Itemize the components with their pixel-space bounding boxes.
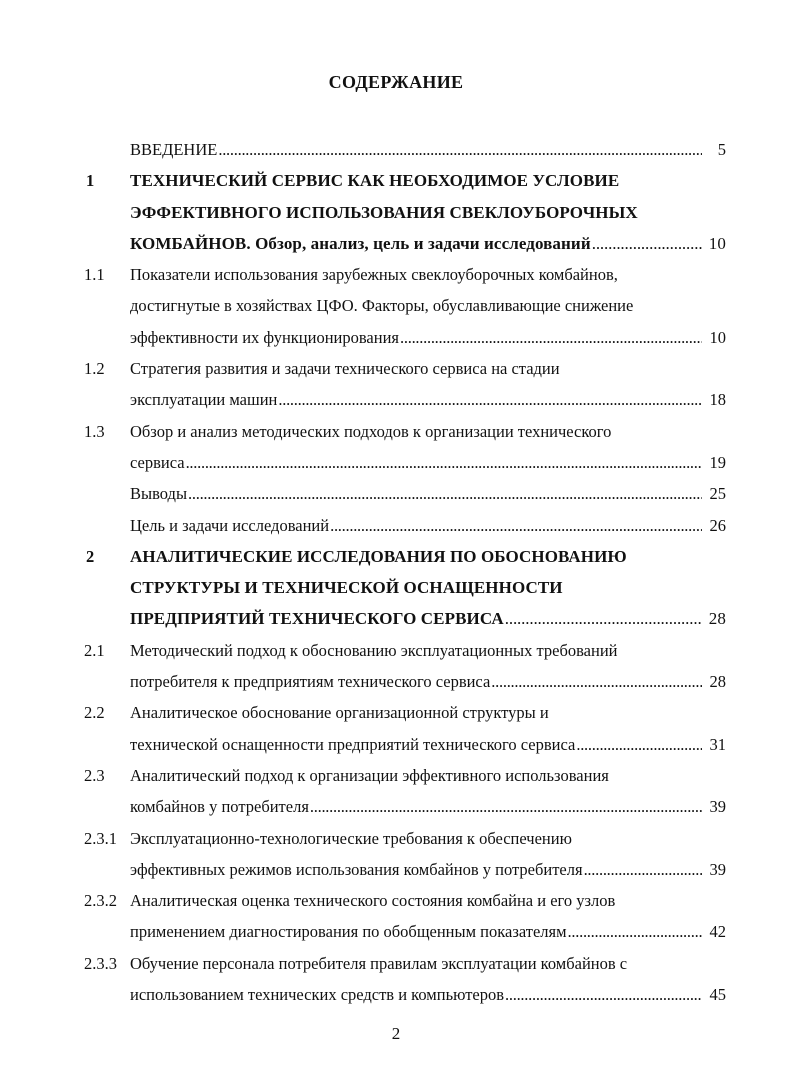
toc-entry-line: Показатели использования зарубежных свеклоуборочных комбайнов, bbox=[130, 265, 618, 285]
toc-entry-number: 1.1 bbox=[84, 265, 105, 285]
toc-entry-line: СТРУКТУРЫ И ТЕХНИЧЕСКОЙ ОСНАЩЕННОСТИ bbox=[130, 578, 563, 598]
toc-entry-title: потребителя к предприятиям технического сервиса bbox=[130, 672, 491, 692]
toc-entry-number: 2.3.2 bbox=[84, 891, 117, 911]
page-number: 2 bbox=[391, 1024, 401, 1043]
toc-entry bbox=[0, 416, 792, 479]
toc-entry bbox=[0, 478, 792, 509]
toc-entry-line: Обзор и анализ методических подходов к организации технического bbox=[130, 421, 612, 441]
toc-entry-title: сервиса bbox=[130, 452, 185, 472]
toc-entry-text bbox=[130, 510, 726, 541]
toc-entry-page: 10 bbox=[708, 233, 726, 253]
toc-entry bbox=[0, 259, 792, 353]
dot-leader bbox=[218, 134, 702, 165]
toc-entry-line: АНАЛИТИЧЕСКИЕ ИССЛЕДОВАНИЯ ПО ОБОСНОВАНИЮ bbox=[130, 546, 627, 566]
dot-leader bbox=[330, 510, 702, 541]
toc-entry-title: Выводы bbox=[130, 484, 188, 504]
toc-entry-number: 2.3 bbox=[84, 765, 105, 785]
toc-entry-last-line bbox=[130, 603, 726, 634]
toc-entry-number: 2.2 bbox=[84, 703, 105, 723]
toc-entry-page: 25 bbox=[709, 484, 726, 504]
toc-entry-last-line bbox=[130, 384, 726, 415]
dot-leader bbox=[310, 791, 702, 822]
page-title: СОДЕРЖАНИЕ bbox=[328, 72, 464, 92]
dot-leader bbox=[491, 666, 702, 697]
toc-entry-title: применением диагностирования по обобщенным показателям bbox=[130, 922, 567, 942]
toc-entry-last-line bbox=[130, 666, 726, 697]
dot-leader bbox=[400, 322, 702, 353]
toc-entry-title: эксплуатации машин bbox=[130, 390, 278, 410]
toc-entry bbox=[0, 635, 792, 698]
toc-entry-text bbox=[130, 635, 726, 698]
toc-entry-text bbox=[130, 165, 726, 259]
toc-entry-page: 31 bbox=[709, 734, 726, 754]
toc-entry bbox=[0, 510, 792, 541]
dot-leader bbox=[188, 478, 702, 509]
toc-entry-last-line bbox=[130, 447, 726, 478]
toc-entry-number: 1.2 bbox=[84, 359, 105, 379]
toc-entry-title: эффективности их функционирования bbox=[130, 327, 400, 347]
toc-entry-number: 2.1 bbox=[84, 640, 105, 660]
toc-entry-number: 2.3.1 bbox=[84, 828, 117, 848]
toc-entry-number: 2.3.3 bbox=[84, 953, 117, 973]
toc-entry-last-line bbox=[130, 322, 726, 353]
toc-entry-text bbox=[130, 541, 726, 635]
toc-entry-text bbox=[130, 823, 726, 886]
toc-entry-text bbox=[130, 134, 726, 165]
dot-leader bbox=[186, 447, 702, 478]
toc-entry bbox=[0, 823, 792, 886]
dot-leader bbox=[576, 729, 702, 760]
toc-entry-page: 39 bbox=[709, 859, 726, 879]
toc-entry-page: 5 bbox=[717, 140, 726, 159]
dot-leader bbox=[568, 916, 702, 947]
toc-entry-last-line bbox=[130, 854, 726, 885]
toc-entry-line: достигнутые в хозяйствах ЦФО. Факторы, обуславливающие снижение bbox=[130, 296, 634, 316]
toc-entry-last-line bbox=[130, 729, 726, 760]
toc-entry-line: Аналитическая оценка технического состояния комбайна и его узлов bbox=[130, 891, 616, 911]
toc-entry-line: ТЕХНИЧЕСКИЙ СЕРВИС КАК НЕОБХОДИМОЕ УСЛОВИЕ bbox=[130, 171, 620, 191]
dot-leader bbox=[505, 979, 702, 1010]
toc-entry-page: 28 bbox=[709, 672, 726, 692]
toc-entry-text bbox=[130, 478, 726, 509]
toc-entry-page: 10 bbox=[709, 327, 726, 347]
toc-entry-title: ВВЕДЕНИЕ bbox=[130, 140, 218, 159]
toc-entry-last-line bbox=[130, 134, 726, 165]
toc-entry-last-line bbox=[130, 916, 726, 947]
table-of-contents bbox=[0, 134, 792, 1010]
toc-entry-text bbox=[130, 697, 726, 760]
toc-entry bbox=[0, 353, 792, 416]
toc-entry-title: ПРЕДПРИЯТИЙ ТЕХНИЧЕСКОГО СЕРВИСА bbox=[130, 609, 504, 629]
toc-entry bbox=[0, 760, 792, 823]
toc-entry-title: использованием технических средств и компьютеров bbox=[130, 985, 505, 1005]
toc-entry-line: Обучение персонала потребителя правилам эксплуатации комбайнов с bbox=[130, 953, 628, 973]
toc-entry-line: Аналитическое обоснование организационной структуры и bbox=[130, 703, 549, 723]
toc-entry-text bbox=[130, 353, 726, 416]
toc-entry-title: КОМБАЙНОВ. Обзор, анализ, цель и задачи исследований bbox=[130, 233, 591, 253]
toc-entry-line: Аналитический подход к организации эффективного использования bbox=[130, 765, 609, 785]
toc-entry bbox=[0, 541, 792, 635]
toc-entry-text bbox=[130, 259, 726, 353]
toc-entry-page: 26 bbox=[709, 515, 726, 535]
toc-entry-line: Стратегия развития и задачи технического сервиса на стадии bbox=[130, 359, 560, 379]
toc-entry bbox=[0, 948, 792, 1011]
dot-leader bbox=[505, 603, 702, 634]
toc-entry-line: ЭФФЕКТИВНОГО ИСПОЛЬЗОВАНИЯ СВЕКЛОУБОРОЧНЫХ bbox=[130, 202, 638, 222]
toc-entry-line: Эксплуатационно-технологические требования к обеспечению bbox=[130, 828, 572, 848]
toc-entry-page: 39 bbox=[709, 797, 726, 817]
toc-entry-number: 1 bbox=[86, 171, 95, 191]
toc-entry-page: 45 bbox=[709, 985, 726, 1005]
toc-entry-text bbox=[130, 416, 726, 479]
toc-entry-last-line bbox=[130, 791, 726, 822]
toc-entry-title: Цель и задачи исследований bbox=[130, 515, 330, 535]
dot-leader bbox=[584, 854, 702, 885]
dot-leader bbox=[592, 228, 702, 259]
toc-entry-page: 18 bbox=[709, 390, 726, 410]
toc-entry-text bbox=[130, 885, 726, 948]
toc-entry-last-line bbox=[130, 979, 726, 1010]
toc-entry bbox=[0, 697, 792, 760]
toc-entry bbox=[0, 885, 792, 948]
toc-entry-last-line bbox=[130, 478, 726, 509]
toc-entry-page: 42 bbox=[709, 922, 726, 942]
toc-entry-title: технической оснащенности предприятий технического сервиса bbox=[130, 734, 576, 754]
toc-entry-last-line bbox=[130, 228, 726, 259]
toc-entry-title: эффективных режимов использования комбайнов у потребителя bbox=[130, 859, 583, 879]
toc-entry-page: 28 bbox=[708, 609, 726, 629]
toc-entry-line: Методический подход к обоснованию эксплуатационных требований bbox=[130, 640, 618, 660]
toc-entry-text bbox=[130, 760, 726, 823]
dot-leader bbox=[278, 384, 702, 415]
toc-entry bbox=[0, 134, 792, 165]
toc-entry-number: 1.3 bbox=[84, 421, 105, 441]
toc-entry-title: комбайнов у потребителя bbox=[130, 797, 309, 817]
toc-entry-last-line bbox=[130, 510, 726, 541]
toc-entry-text bbox=[130, 948, 726, 1011]
toc-entry bbox=[0, 165, 792, 259]
toc-entry-page: 19 bbox=[709, 452, 726, 472]
toc-entry-number: 2 bbox=[86, 546, 95, 566]
